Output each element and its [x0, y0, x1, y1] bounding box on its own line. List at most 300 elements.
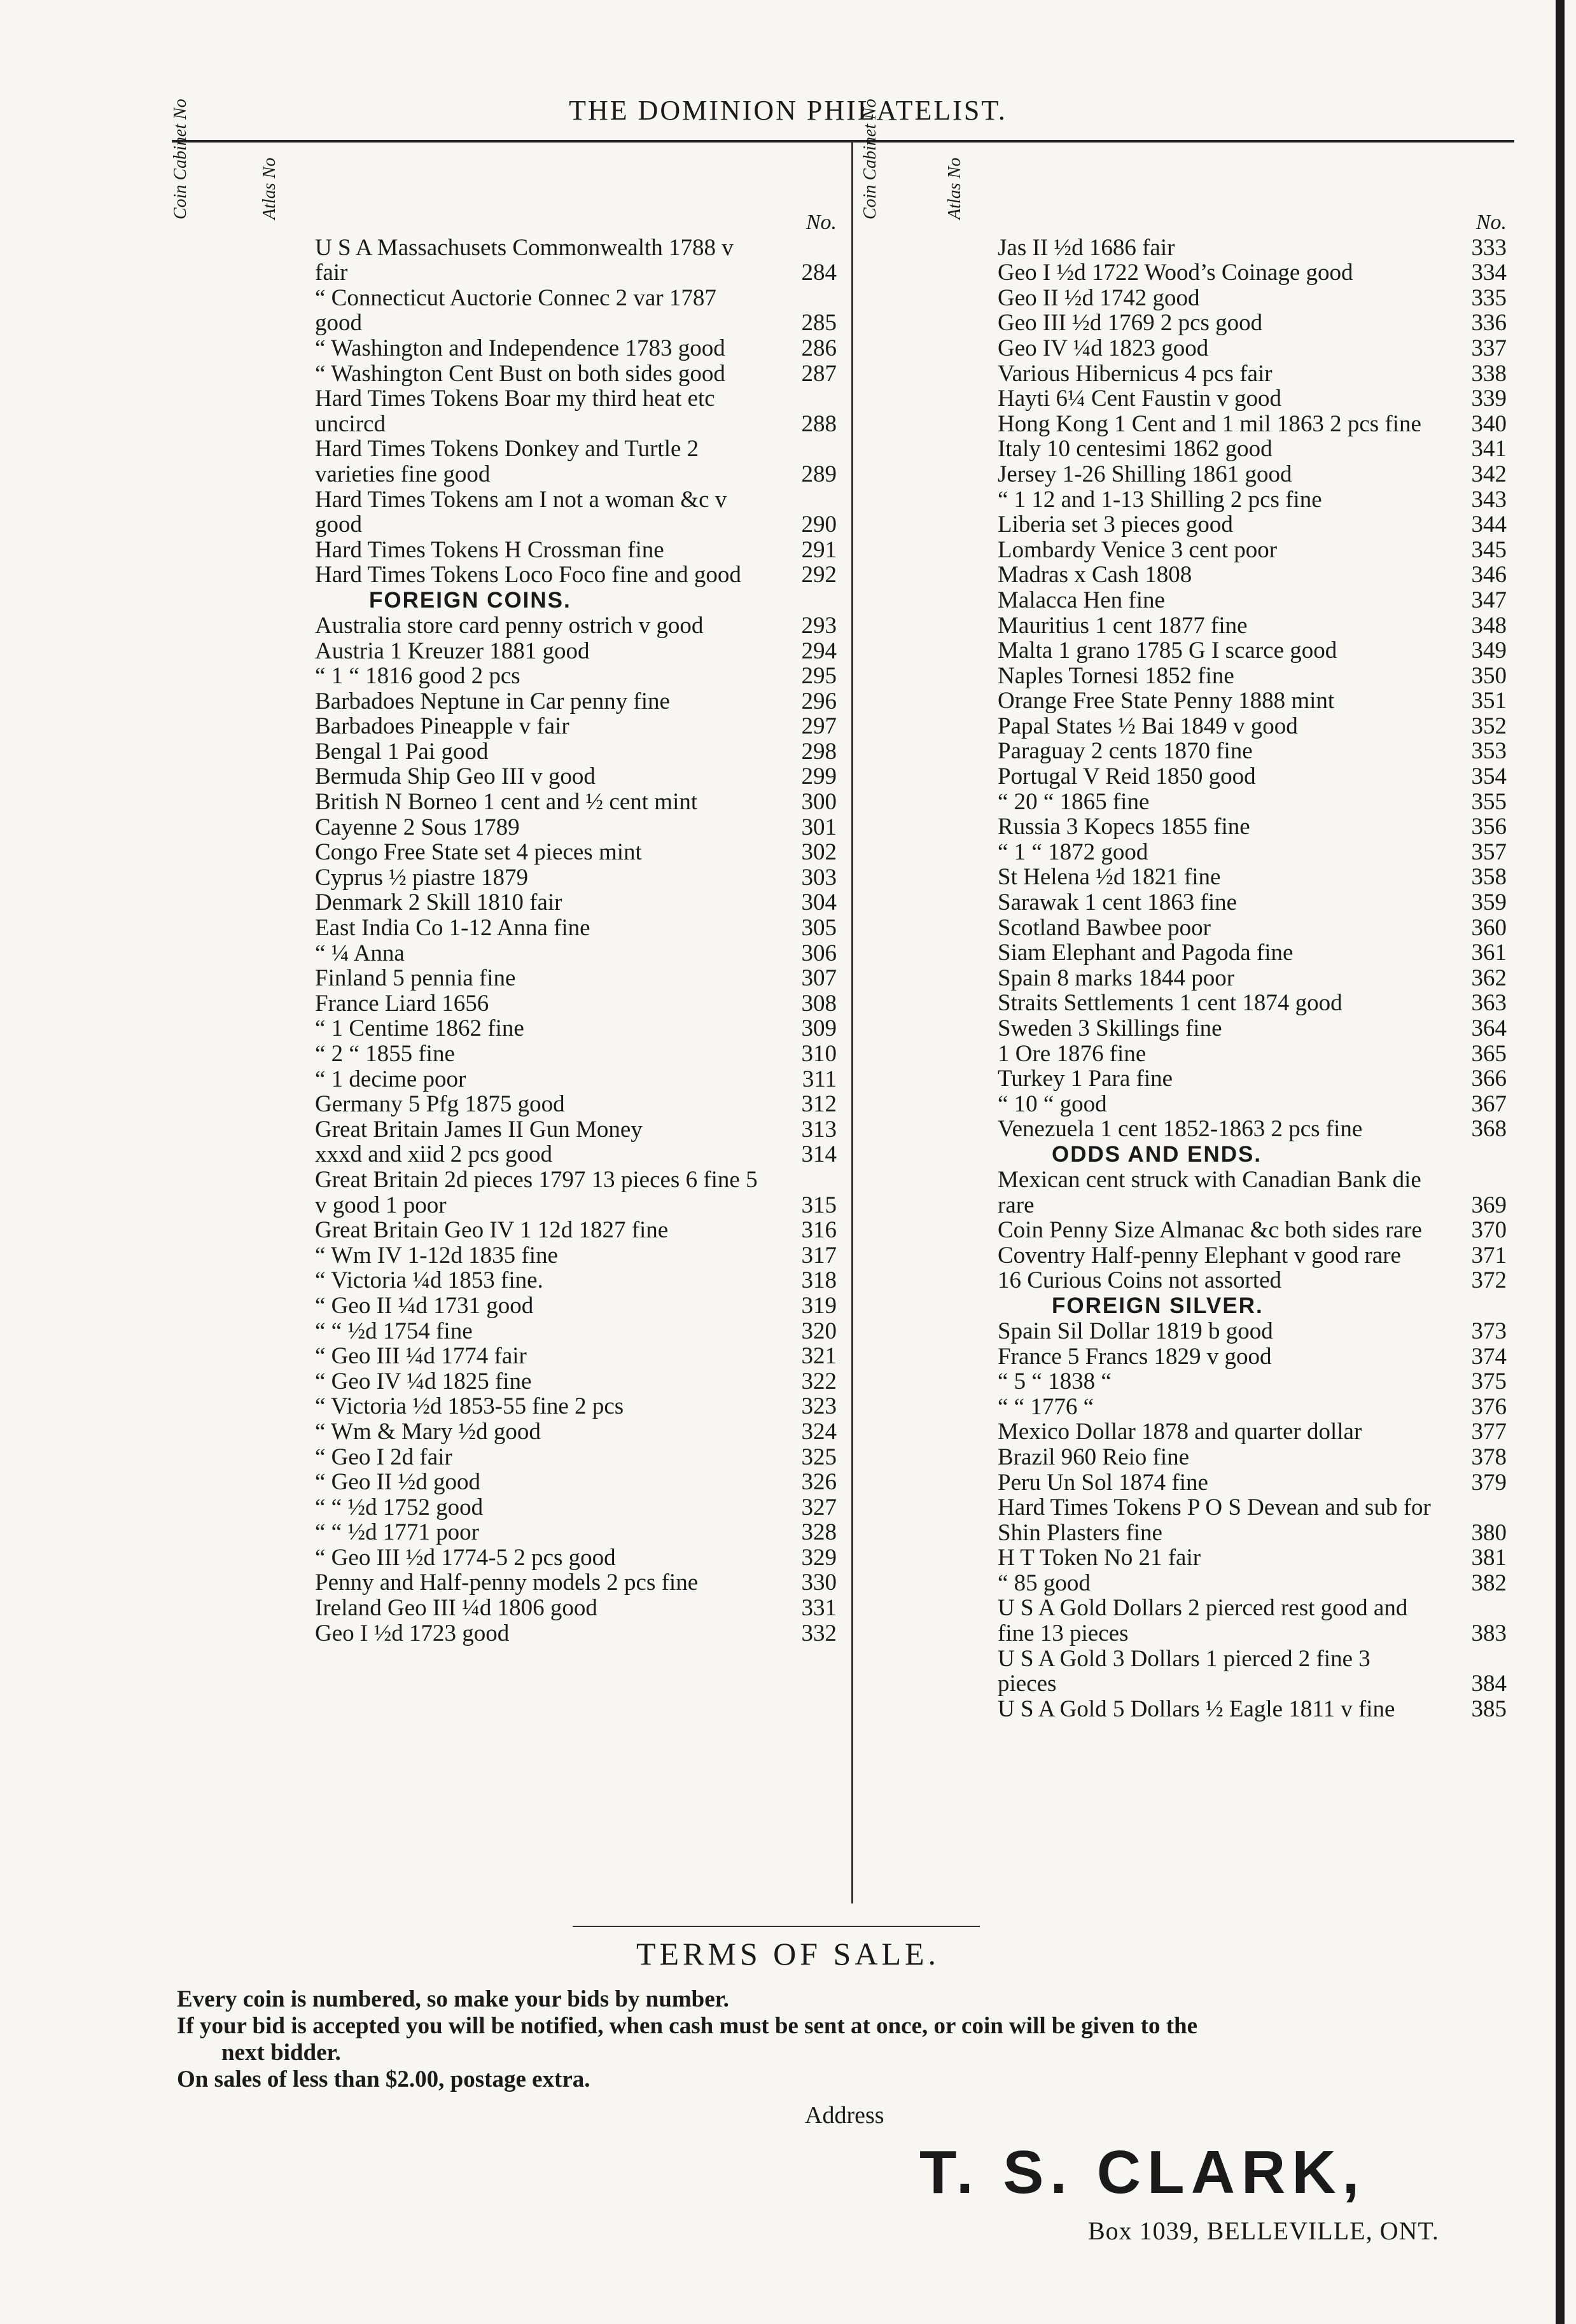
lot-number: 363	[1471, 990, 1507, 1017]
lot-entry	[315, 1016, 837, 1041]
lot-description: Barbadoes Pineapple v fair	[315, 713, 569, 740]
lot-description: Penny and Half-penny models 2 pcs fine	[315, 1569, 699, 1596]
lot-entry	[998, 386, 1507, 412]
lot-number: 297	[801, 713, 837, 740]
lot-entry	[315, 436, 837, 487]
lot-number: 347	[1471, 587, 1507, 613]
lot-entry	[998, 1545, 1507, 1571]
lot-number: 374	[1471, 1343, 1507, 1370]
lot-number: 299	[801, 763, 837, 790]
lot-number: 304	[801, 889, 837, 916]
lot-entry	[315, 1419, 837, 1445]
lot-description: Sweden 3 Skillings fine	[998, 1015, 1222, 1041]
terms-line-2b: next bidder.	[221, 2040, 341, 2066]
lot-description: Siam Elephant and Pagoda fine	[998, 940, 1294, 966]
lot-description: Great Britain James II Gun Money	[315, 1116, 643, 1143]
lot-description: Great Britain 2d pieces 1797 13 pieces 6 fine 5 v good 1 poor	[315, 1166, 758, 1218]
lot-entry	[998, 538, 1507, 563]
lot-description: Coventry Half-penny Elephant v good rare	[998, 1242, 1401, 1269]
lot-description: Ireland Geo III ¼d 1806 good	[315, 1595, 597, 1622]
page-title: THE DOMINION PHILATELIST.	[569, 95, 1007, 126]
lot-entry	[998, 412, 1507, 437]
lot-description: “ Washington Cent Bust on both sides good	[315, 360, 725, 387]
lot-entry	[998, 764, 1507, 790]
lot-entry	[998, 260, 1507, 286]
lot-entry	[998, 991, 1507, 1016]
lot-entry	[315, 1167, 837, 1218]
page-edge-bar	[1556, 0, 1565, 2324]
lot-description: Geo IV ¼d 1823 good	[998, 335, 1209, 361]
lot-number: 382	[1471, 1569, 1507, 1596]
lot-entry	[998, 940, 1507, 966]
lot-description: U S A Gold 3 Dollars 1 pierced 2 fine 3 pieces	[998, 1645, 1370, 1697]
lot-entry	[315, 1520, 837, 1545]
lot-entry	[315, 487, 837, 538]
lot-description: “ 1 “ 1872 good	[998, 838, 1148, 865]
lot-number: 365	[1471, 1040, 1507, 1067]
lot-entry	[998, 890, 1507, 915]
right-column	[998, 210, 1507, 1722]
lot-description: “ 1 Centime 1862 fine	[315, 1015, 524, 1042]
lot-number: 330	[801, 1569, 837, 1596]
lot-description: Paraguay 2 cents 1870 fine	[998, 738, 1253, 765]
lot-number: 354	[1471, 763, 1507, 790]
lot-description: British N Borneo 1 cent and ½ cent mint	[315, 789, 698, 816]
section-heading: FOREIGN SILVER.	[1052, 1293, 1264, 1318]
lot-number: 311	[802, 1066, 837, 1092]
lot-number: 294	[801, 637, 837, 664]
lot-number: 318	[801, 1267, 837, 1294]
lot-description: Mexico Dollar 1878 and quarter dollar	[998, 1419, 1362, 1445]
lot-entry	[998, 638, 1507, 664]
lot-number: 341	[1471, 436, 1507, 463]
lot-description: Italy 10 centesimi 1862 good	[998, 436, 1273, 463]
lot-entry	[998, 1016, 1507, 1041]
lot-entry	[998, 1646, 1507, 1697]
lot-entry	[315, 941, 837, 966]
lot-description: “ Washington and Independence 1783 good	[315, 335, 725, 361]
lot-entry	[315, 689, 837, 714]
lot-number: 286	[801, 335, 837, 361]
lot-entry	[998, 1395, 1507, 1420]
lot-entry	[998, 310, 1507, 336]
lot-description: Austria 1 Kreuzer 1881 good	[315, 637, 590, 664]
lot-number: 358	[1471, 864, 1507, 891]
lot-number: 340	[1471, 410, 1507, 437]
lot-description: Lombardy Venice 3 cent poor	[998, 536, 1278, 563]
lot-entry	[998, 1470, 1507, 1496]
lot-number: 306	[801, 940, 837, 966]
lot-entry	[998, 588, 1507, 613]
lot-entry	[998, 336, 1507, 361]
lot-number: 310	[801, 1041, 837, 1067]
lot-entry	[998, 664, 1507, 689]
lot-entry	[315, 1092, 837, 1117]
lot-number: 360	[1471, 914, 1507, 941]
lot-description: Spain Sil Dollar 1819 b good	[998, 1318, 1273, 1344]
lot-entry	[315, 1545, 837, 1571]
lot-number: 292	[801, 562, 837, 588]
lot-number: 320	[801, 1318, 837, 1344]
seller-address: Box 1039, BELLEVILLE, ONT.	[1088, 2216, 1439, 2245]
lot-number: 305	[801, 915, 837, 942]
lot-entry	[998, 1495, 1507, 1545]
lot-description: Cyprus ½ piastre 1879	[315, 864, 529, 891]
lot-description: Hard Times Tokens Loco Foco fine and good	[315, 562, 741, 588]
lot-number: 326	[801, 1469, 837, 1496]
lot-number: 316	[801, 1217, 837, 1244]
lot-entry	[998, 1596, 1507, 1646]
lot-description: Venezuela 1 cent 1852-1863 2 pcs fine	[998, 1116, 1363, 1143]
lot-number: 327	[801, 1494, 837, 1520]
lot-description: Germany 5 Pfg 1875 good	[315, 1091, 565, 1118]
lot-entry	[998, 1445, 1507, 1470]
lot-number: 295	[801, 663, 837, 690]
lot-description: Cayenne 2 Sous 1789	[315, 814, 520, 840]
lot-entry	[315, 235, 837, 286]
lot-number: 356	[1471, 814, 1507, 840]
lot-entry	[998, 613, 1507, 639]
lot-description: “ Geo II ½d good	[315, 1469, 480, 1496]
lot-number: 342	[1471, 461, 1507, 487]
lot-entry	[998, 1419, 1507, 1445]
lot-number: 337	[1471, 335, 1507, 361]
terms-line-2: If your bid is accepted you will be notified, when cash must be sent at once, or coin will be given to the	[177, 2013, 1198, 2039]
lot-entry	[998, 562, 1507, 588]
lot-number: 308	[801, 990, 837, 1017]
lot-number: 293	[801, 612, 837, 639]
lot-number: 329	[801, 1544, 837, 1571]
lot-entry	[315, 538, 837, 563]
lot-description: Bengal 1 Pai good	[315, 738, 489, 765]
lot-number: 288	[801, 410, 837, 437]
lot-entry	[998, 286, 1507, 311]
lot-entry	[315, 1394, 837, 1419]
lot-description: Portugal V Reid 1850 good	[998, 763, 1256, 790]
lot-description: U S A Gold Dollars 2 pierced rest good and fine 13 pieces	[998, 1595, 1408, 1647]
lot-description: Finland 5 pennia fine	[315, 965, 516, 992]
lot-number: 352	[1471, 713, 1507, 739]
lot-description: Jas II ½d 1686 fair	[998, 234, 1175, 261]
no-heading-right: No.	[1475, 211, 1507, 234]
lot-description: Geo II ½d 1742 good	[998, 284, 1200, 311]
lot-number: 375	[1471, 1368, 1507, 1395]
lot-entry	[315, 1470, 837, 1495]
lot-description: “ Connecticut Auctorie Connec 2 var 1787 good	[315, 284, 716, 337]
lot-description: “ Wm IV 1-12d 1835 fine	[315, 1242, 558, 1269]
lot-entry	[998, 1218, 1507, 1243]
lot-number: 361	[1471, 940, 1507, 966]
lot-number: 346	[1471, 562, 1507, 588]
lot-entry	[315, 361, 837, 387]
lot-entry	[998, 512, 1507, 538]
lot-entry	[998, 714, 1507, 739]
section-heading: FOREIGN COINS.	[369, 587, 571, 613]
lot-entry	[315, 1369, 837, 1395]
lot-entry	[315, 1596, 837, 1621]
lot-entry	[998, 814, 1507, 840]
terms-body	[177, 1986, 1526, 2093]
lot-entry	[998, 1319, 1507, 1344]
lot-description: St Helena ½d 1821 fine	[998, 864, 1221, 891]
lot-description: Geo III ½d 1769 2 pcs good	[998, 310, 1263, 337]
lot-description: Great Britain Geo IV 1 12d 1827 fine	[315, 1217, 669, 1244]
lot-number: 380	[1471, 1519, 1507, 1546]
lot-number: 332	[801, 1620, 837, 1646]
lot-number: 383	[1471, 1620, 1507, 1647]
lot-entry	[998, 436, 1507, 462]
lot-number: 312	[801, 1091, 837, 1118]
lot-number: 343	[1471, 486, 1507, 513]
lot-number: 324	[801, 1418, 837, 1445]
lot-entry	[998, 1369, 1507, 1395]
section-heading: ODDS AND ENDS.	[1052, 1141, 1262, 1167]
lot-number: 349	[1471, 637, 1507, 664]
lot-entry	[998, 361, 1507, 387]
lot-description: “ 1 decime poor	[315, 1066, 466, 1092]
lot-description: Madras x Cash 1808	[998, 562, 1192, 588]
lot-entry	[315, 1293, 837, 1319]
lot-description: “ Geo II ¼d 1731 good	[315, 1292, 534, 1319]
lot-description: “ 1 12 and 1-13 Shilling 2 pcs fine	[998, 486, 1322, 513]
lot-number: 385	[1471, 1695, 1507, 1722]
lot-number: 309	[801, 1015, 837, 1042]
lot-description: 16 Curious Coins not assorted	[998, 1267, 1282, 1294]
lot-number: 376	[1471, 1393, 1507, 1420]
lot-number: 355	[1471, 788, 1507, 815]
lot-number: 362	[1471, 964, 1507, 991]
lot-number: 334	[1471, 260, 1507, 286]
lot-number: 328	[801, 1519, 837, 1546]
lot-description: Jersey 1-26 Shilling 1861 good	[998, 461, 1292, 487]
lot-entry	[998, 915, 1507, 941]
lot-entry	[315, 639, 837, 664]
lot-description: Spain 8 marks 1844 poor	[998, 964, 1235, 991]
lot-number: 378	[1471, 1444, 1507, 1470]
lot-entry	[315, 336, 837, 361]
lot-description: Bermuda Ship Geo III v good	[315, 763, 596, 790]
lot-description: Straits Settlements 1 cent 1874 good	[998, 990, 1342, 1017]
lot-description: xxxd and xiid 2 pcs good	[315, 1141, 553, 1168]
lot-entry	[315, 764, 837, 790]
lot-description: Papal States ½ Bai 1849 v good	[998, 713, 1298, 739]
lot-description: Hard Times Tokens P O S Devean and sub for Shin Plasters fine	[998, 1494, 1431, 1546]
lot-number: 373	[1471, 1318, 1507, 1344]
lot-entry	[315, 1268, 837, 1293]
lot-entry	[315, 1041, 837, 1067]
lot-description: France 5 Francs 1829 v good	[998, 1343, 1272, 1370]
terms-line-3: On sales of less than $2.00, postage extra.	[177, 2066, 590, 2092]
lot-entry	[998, 235, 1507, 261]
lot-number: 370	[1471, 1217, 1507, 1244]
lot-number: 339	[1471, 386, 1507, 412]
lot-number: 368	[1471, 1116, 1507, 1143]
lot-number: 298	[801, 738, 837, 765]
lot-entry	[315, 1067, 837, 1092]
lot-description: France Liard 1656	[315, 990, 489, 1017]
lot-number: 319	[801, 1292, 837, 1319]
lot-entry	[998, 865, 1507, 890]
lot-number: 377	[1471, 1419, 1507, 1445]
lot-description: “ “ ½d 1771 poor	[315, 1519, 479, 1546]
lot-number: 384	[1471, 1671, 1507, 1697]
lot-entry	[998, 1117, 1507, 1142]
lot-number: 344	[1471, 511, 1507, 538]
lot-description: Peru Un Sol 1874 fine	[998, 1469, 1208, 1496]
lot-description: Liberia set 3 pieces good	[998, 511, 1233, 538]
lot-number: 321	[801, 1343, 837, 1370]
lot-description: “ Wm & Mary ½d good	[315, 1418, 541, 1445]
lot-number: 367	[1471, 1090, 1507, 1117]
lot-entry	[998, 487, 1507, 513]
lot-description: Sarawak 1 cent 1863 fine	[998, 889, 1238, 916]
lot-description: Coin Penny Size Almanac &c both sides rare	[998, 1217, 1422, 1244]
lot-description: Barbadoes Neptune in Car penny fine	[315, 688, 670, 714]
atlas-heading-right: Atlas No	[945, 157, 965, 219]
lot-entry	[315, 714, 837, 739]
lot-number: 291	[801, 536, 837, 563]
lot-description: Hard Times Tokens Boar my third heat etc uncircd	[315, 386, 715, 437]
lot-number: 323	[801, 1393, 837, 1420]
lot-description: “ ¼ Anna	[315, 940, 405, 966]
lot-description: U S A Gold 5 Dollars ½ Eagle 1811 v fine	[998, 1695, 1395, 1722]
lot-number: 364	[1471, 1015, 1507, 1041]
lot-number: 369	[1471, 1192, 1507, 1218]
lot-entry	[998, 1268, 1507, 1293]
lot-description: Denmark 2 Skill 1810 fair	[315, 889, 562, 916]
lot-number: 284	[801, 260, 837, 286]
lot-number: 331	[801, 1595, 837, 1622]
lot-description: Turkey 1 Para fine	[998, 1066, 1173, 1092]
lot-description: East India Co 1-12 Anna fine	[315, 915, 590, 942]
lot-number: 301	[801, 814, 837, 840]
lot-description: Orange Free State Penny 1888 mint	[998, 688, 1335, 714]
left-column	[315, 210, 837, 1646]
lot-number: 313	[801, 1116, 837, 1143]
lot-description: Mauritius 1 cent 1877 fine	[998, 612, 1248, 639]
lot-description: Russia 3 Kopecs 1855 fine	[998, 814, 1250, 840]
lot-entry	[998, 1066, 1507, 1092]
lot-entry	[998, 1571, 1507, 1596]
lot-entry	[998, 1092, 1507, 1117]
lot-entry	[315, 890, 837, 915]
lot-description: Hayti 6¼ Cent Faustin v good	[998, 386, 1282, 412]
lot-entry	[315, 286, 837, 336]
lot-number: 372	[1471, 1267, 1507, 1294]
lot-entry	[315, 1117, 837, 1143]
lot-number: 359	[1471, 889, 1507, 916]
lot-number: 345	[1471, 536, 1507, 563]
lot-number: 287	[801, 360, 837, 387]
lot-description: Geo I ½d 1722 Wood’s Coinage good	[998, 260, 1353, 286]
lot-number: 336	[1471, 310, 1507, 337]
lot-entry	[998, 1697, 1507, 1722]
lot-entry	[998, 462, 1507, 487]
lot-description: Naples Tornesi 1852 fine	[998, 662, 1234, 689]
lot-description: “ 20 “ 1865 fine	[998, 788, 1150, 815]
lot-entry	[315, 991, 837, 1017]
lot-number: 357	[1471, 838, 1507, 865]
lot-entry	[998, 1167, 1507, 1218]
lot-number: 289	[801, 461, 837, 487]
lot-number: 350	[1471, 662, 1507, 689]
lot-description: U S A Massachusets Commonwealth 1788 v fair	[315, 234, 734, 286]
lot-description: “ “ 1776 “	[998, 1393, 1094, 1420]
lot-entry	[998, 739, 1507, 764]
lot-description: Hong Kong 1 Cent and 1 mil 1863 2 pcs fine	[998, 410, 1421, 437]
lot-entry	[998, 688, 1507, 714]
lot-number: 348	[1471, 612, 1507, 639]
column-divider	[851, 141, 853, 1903]
lot-description: Hard Times Tokens H Crossman fine	[315, 536, 664, 563]
lot-number: 296	[801, 688, 837, 714]
terms-rule	[573, 1926, 980, 1927]
lot-entry	[315, 865, 837, 891]
lot-description: Mexican cent struck with Canadian Bank die rare	[998, 1166, 1421, 1218]
lot-description: “ Geo I 2d fair	[315, 1444, 452, 1470]
seller-name: T. S. CLARK,	[919, 2138, 1366, 2206]
lot-entry	[315, 1621, 837, 1646]
coin-cabinet-heading-right: Coin Cabinet No	[860, 99, 880, 219]
lot-number: 333	[1471, 234, 1507, 261]
lot-entry	[315, 562, 837, 588]
lot-number: 335	[1471, 284, 1507, 311]
lot-description: “ Victoria ¼d 1853 fine.	[315, 1267, 543, 1294]
lot-entry	[315, 1142, 837, 1167]
lot-number: 285	[801, 310, 837, 337]
lot-description: “ “ ½d 1752 good	[315, 1494, 484, 1520]
lot-entry	[315, 966, 837, 991]
lot-number: 366	[1471, 1066, 1507, 1092]
lot-description: “ Victoria ½d 1853-55 fine 2 pcs	[315, 1393, 624, 1420]
lot-description: Australia store card penny ostrich v good	[315, 612, 704, 639]
lot-description: “ “ ½d 1754 fine	[315, 1318, 473, 1344]
lot-number: 314	[801, 1141, 837, 1168]
lot-entry	[998, 966, 1507, 991]
lot-description: 1 Ore 1876 fine	[998, 1040, 1147, 1067]
lot-number: 307	[801, 965, 837, 992]
lot-number: 371	[1471, 1242, 1507, 1269]
lot-entry	[315, 613, 837, 639]
lot-number: 302	[801, 839, 837, 866]
lot-description: “ Geo III ½d 1774-5 2 pcs good	[315, 1544, 616, 1571]
lot-entry	[315, 1218, 837, 1243]
lot-number: 315	[801, 1192, 837, 1218]
lot-description: Malta 1 grano 1785 G I scarce good	[998, 637, 1337, 664]
atlas-heading-left: Atlas No	[260, 157, 279, 219]
lot-entry	[315, 790, 837, 815]
lot-number: 325	[801, 1444, 837, 1470]
terms-title: TERMS OF SALE.	[636, 1936, 940, 1972]
header-rule	[172, 140, 1514, 143]
lot-entry	[315, 915, 837, 941]
lot-entry	[315, 1445, 837, 1470]
lot-description: “ 1 “ 1816 good 2 pcs	[315, 663, 520, 690]
lot-description: Hard Times Tokens am I not a woman &c v good	[315, 486, 727, 538]
lot-entry	[315, 840, 837, 865]
lot-entry	[315, 1570, 837, 1596]
lot-number: 351	[1471, 688, 1507, 714]
lot-description: “ Geo III ¼d 1774 fair	[315, 1343, 527, 1370]
lot-description: “ 10 “ good	[998, 1090, 1107, 1117]
lot-entry	[315, 1319, 837, 1344]
lot-number: 322	[801, 1368, 837, 1395]
lot-description: Scotland Bawbee poor	[998, 914, 1211, 941]
lot-number: 379	[1471, 1469, 1507, 1496]
lot-description: Malacca Hen fine	[998, 587, 1165, 613]
lot-description: Brazil 960 Reio fine	[998, 1444, 1190, 1470]
lot-description: H T Token No 21 fair	[998, 1545, 1201, 1571]
